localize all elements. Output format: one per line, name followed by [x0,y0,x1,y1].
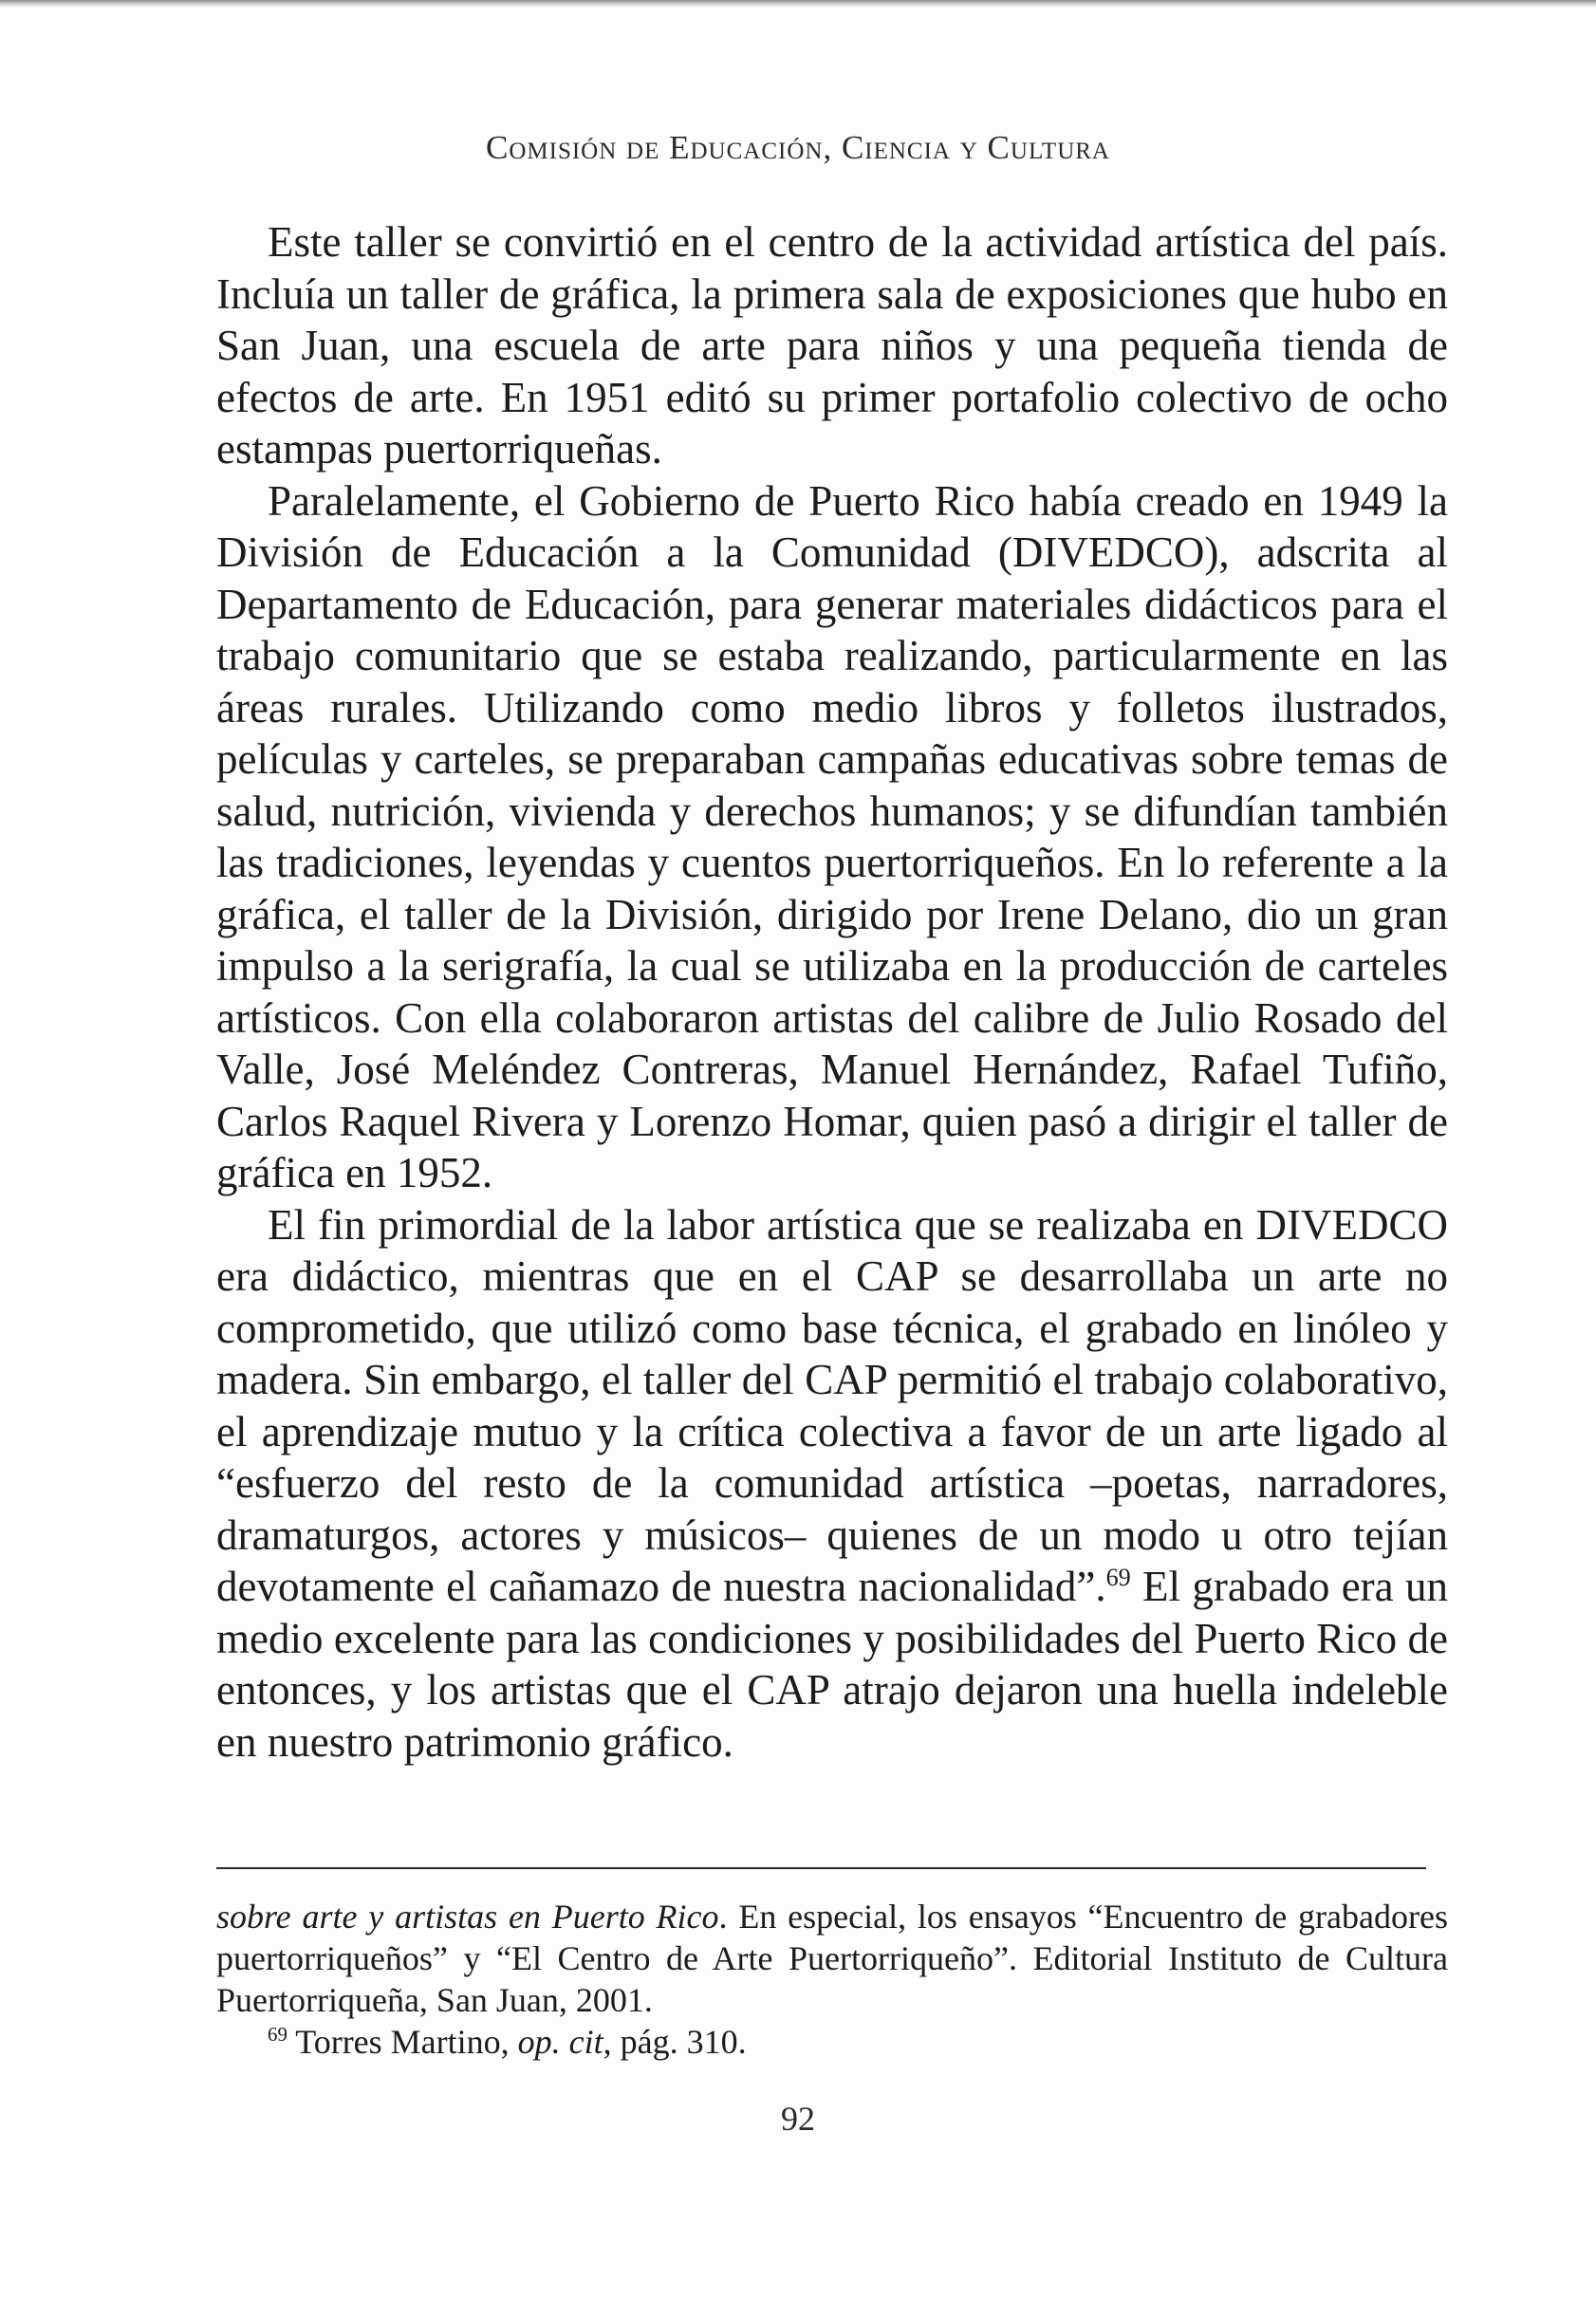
page-number: 92 [781,2100,815,2138]
paragraph-3 [216,1199,1448,1769]
footnote-continued [216,1896,1448,2021]
paragraph-2: Paralelamente, el Gobierno de Puerto Rico había creado en 1949 la División de Educación a la Comunidad (DIVEDCO), adscrita al Departamento de Educación, para generar materiales didácticos para el trabajo comunitario que se estaba realizando, particularmente en las áreas rurales. Utilizando como medio libros y folletos ilustrados, películas y carteles, se preparaban campañas educativas sobre temas de salud, nutrición, vivienda y derechos humanos; y se difundían también las tradiciones, leyendas y cuentos puertorriqueños. En lo referente a la gráfica, el taller de la División, dirigido por Irene Delano, dio un gran impulso a la serigrafía, la cual se utilizaba en la producción de carteles artísticos. Con ella colaboraron artistas del calibre de Julio Rosado del Valle, José Meléndez Contreras, Manuel Hernández, Rafael Tufiño, Carlos Raquel Rivera y Lorenzo Homar, quien pasó a dirigir el taller de gráfica en 1952. [216,476,1448,1196]
footnotes [216,1896,1448,2063]
footnote-continued-text: . En especial, los ensayos “Encuentro de grabadores puertorriqueños” y “El Centro de Arte Puertorriqueño”. Editorial Instituto de Cultura Puertorriqueña, San Juan, 2001. [216,1898,1448,2019]
footnote-continued-title: sobre arte y artistas en Puerto Rico [216,1898,719,1936]
paragraph-3-part-2: El grabado era un medio excelente para las condiciones y posibilidades del Puerto Rico de entonces, y los artistas que el CAP atrajo dejaron una huella indeleble en nuestro patrimonio gráfico. [216,1563,1448,1766]
footnote-69-opcit: op. cit [517,2023,603,2061]
paragraph-3-part-1: El fin primordial de la labor artística que se realizaba en DIVEDCO era didáctico, mientras que en el CAP se desarrollaba un arte no comprometido, que utilizó como base técnica, el grabado en linóleo y madera. Sin embargo, el taller del CAP permitió el trabajo colaborativo, el aprendizaje mutuo y la crítica colectiva a favor de un arte ligado al “esfuerzo del resto de la comunidad artística –poetas, narradores, dramaturgos, actores y músicos– quienes de un modo u otro tejían devotamente el cañamazo de nuestra nacionalidad”. [216,1200,1448,1610]
scan-top-edge [0,0,1596,8]
footnote-69 [216,2021,1448,2063]
footnote-69-author: Torres Martino, [287,2023,518,2061]
footnote-divider [216,1867,1426,1869]
footnote-reference-69[interactable]: 69 [1105,1563,1131,1591]
footnote-69-page: , pág. 310. [603,2023,747,2061]
running-head: Comisión de Educación, Ciencia y Cultura [486,129,1110,166]
body-text [216,216,1448,1768]
paragraph-1: Este taller se convirtió en el centro de la actividad artística del país. Incluía un taller de gráfica, la primera sala de exposiciones que hubo en San Juan, una escuela de arte para niños y una pequeña tienda de efectos de arte. En 1951 editó su primer portafolio colectivo de ocho estampas puertorriqueñas. [216,218,1448,473]
footnote-number-69: 69 [268,2023,288,2047]
